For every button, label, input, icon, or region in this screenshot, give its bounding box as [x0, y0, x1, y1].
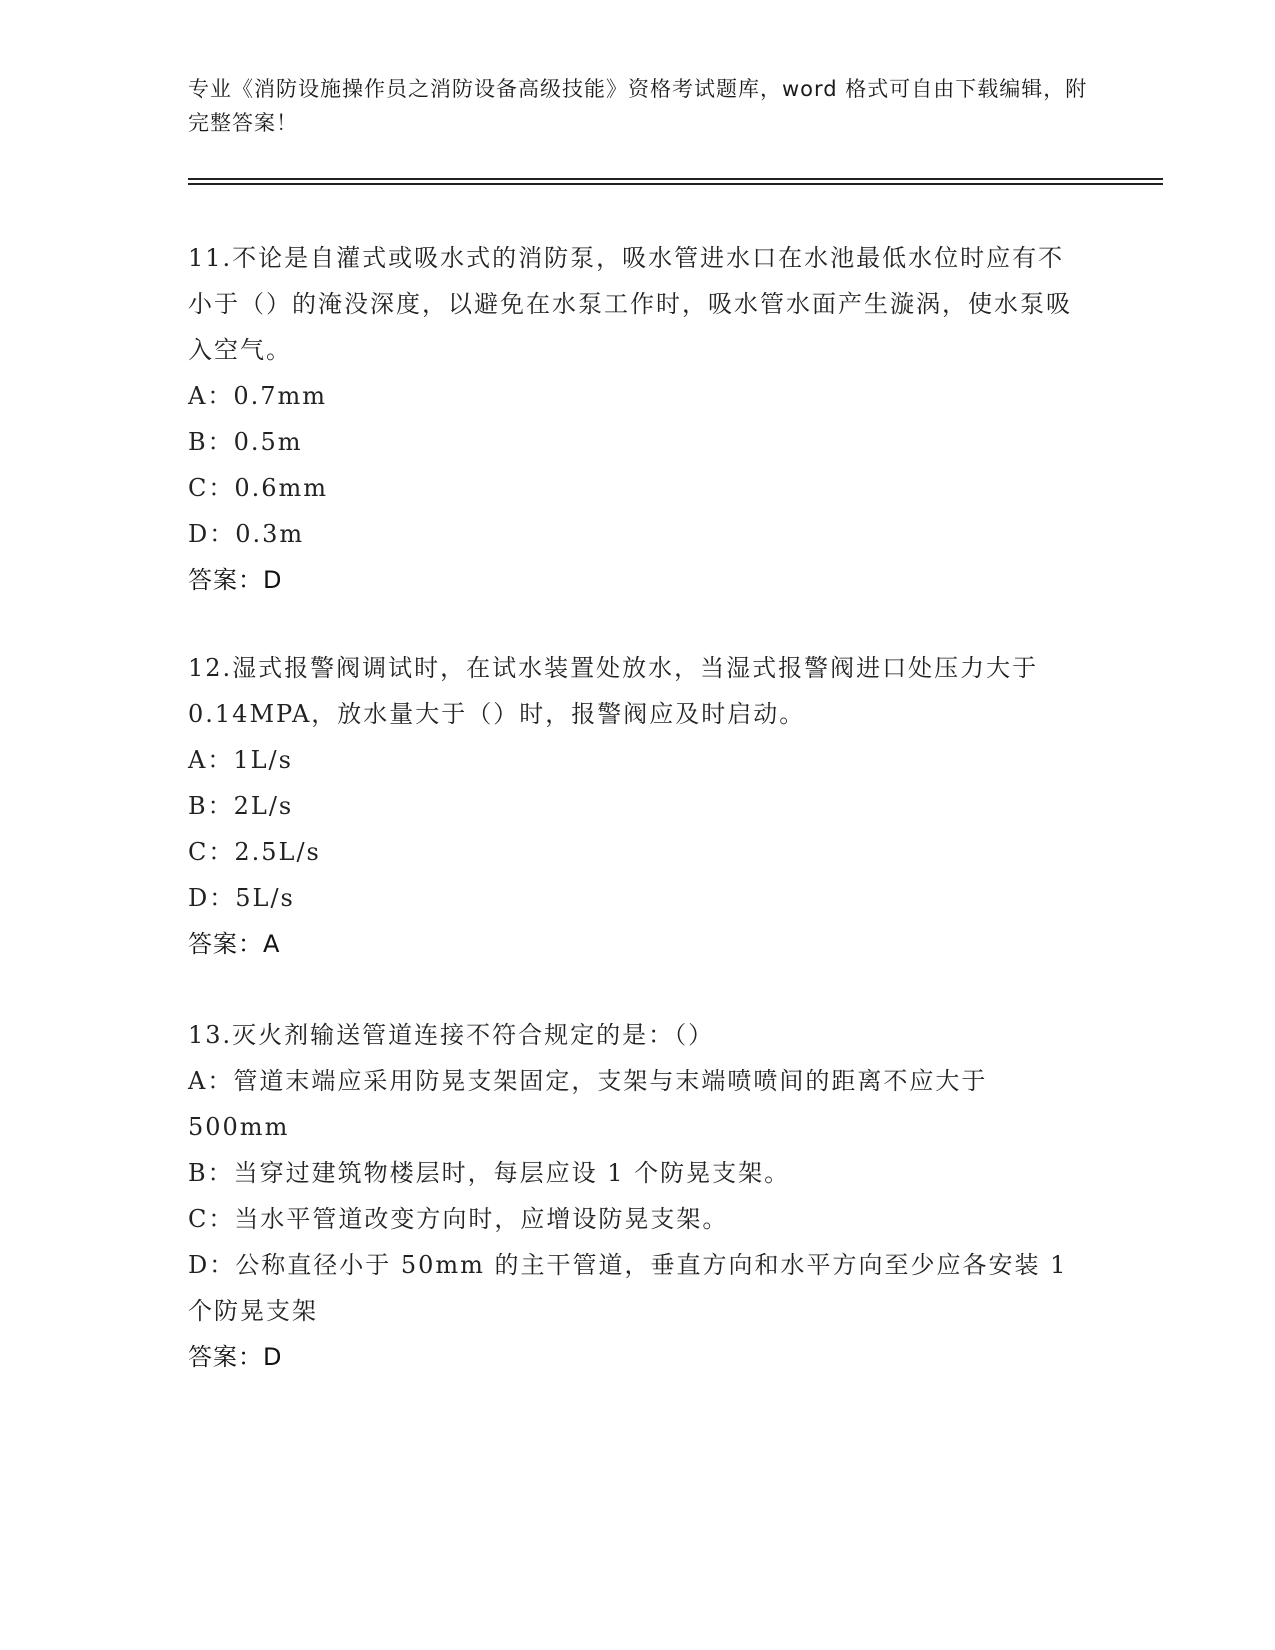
option-c: C：当水平管道改变方向时，应增设防晃支架。 [188, 1205, 729, 1233]
header-divider-top [188, 178, 1163, 180]
option-c: C：2.5L/s [188, 838, 321, 866]
answer-label: 答案：A [188, 930, 281, 958]
option-a: A：0.7mm [188, 382, 328, 410]
option-b: B：当穿过建筑物楼层时，每层应设 1 个防晃支架。 [188, 1159, 791, 1187]
question-12 [188, 645, 1088, 967]
option-a: A：1L/s [188, 746, 293, 774]
option-b: B：0.5m [188, 428, 303, 456]
header-text: 专业《消防设施操作员之消防设备高级技能》资格考试题库，word 格式可自由下载编辑，附完整答案！ [188, 77, 1088, 135]
question-text: 12.湿式报警阀调试时，在试水装置处放水，当湿式报警阀进口处压力大于0.14MPA，放水量大于（）时，报警阀应及时启动。 [188, 654, 1039, 728]
option-b: B：2L/s [188, 792, 294, 820]
question-text: 11.不论是自灌式或吸水式的消防泵，吸水管进水口在水池最低水位时应有不小于（）的淹没深度，以避免在水泵工作时，吸水管水面产生漩涡，使水泵吸入空气。 [188, 244, 1072, 364]
option-d: D：0.3m [188, 520, 305, 548]
header-divider-bottom [188, 183, 1163, 185]
answer-label: 答案：D [188, 1343, 283, 1371]
question-11 [188, 235, 1088, 603]
option-d: D：公称直径小于 50mm 的主干管道，垂直方向和水平方向至少应各安装 1 个防晃支架 [188, 1251, 1068, 1325]
page-header [188, 72, 1088, 140]
option-d: D：5L/s [188, 884, 295, 912]
question-text: 13.灭火剂输送管道连接不符合规定的是：（） [188, 1021, 715, 1049]
option-a: A：管道末端应采用防晃支架固定，支架与末端喷喷间的距离不应大于500mm [188, 1067, 988, 1141]
question-13 [188, 1012, 1088, 1380]
option-c: C：0.6mm [188, 474, 329, 502]
answer-label: 答案：D [188, 566, 283, 594]
